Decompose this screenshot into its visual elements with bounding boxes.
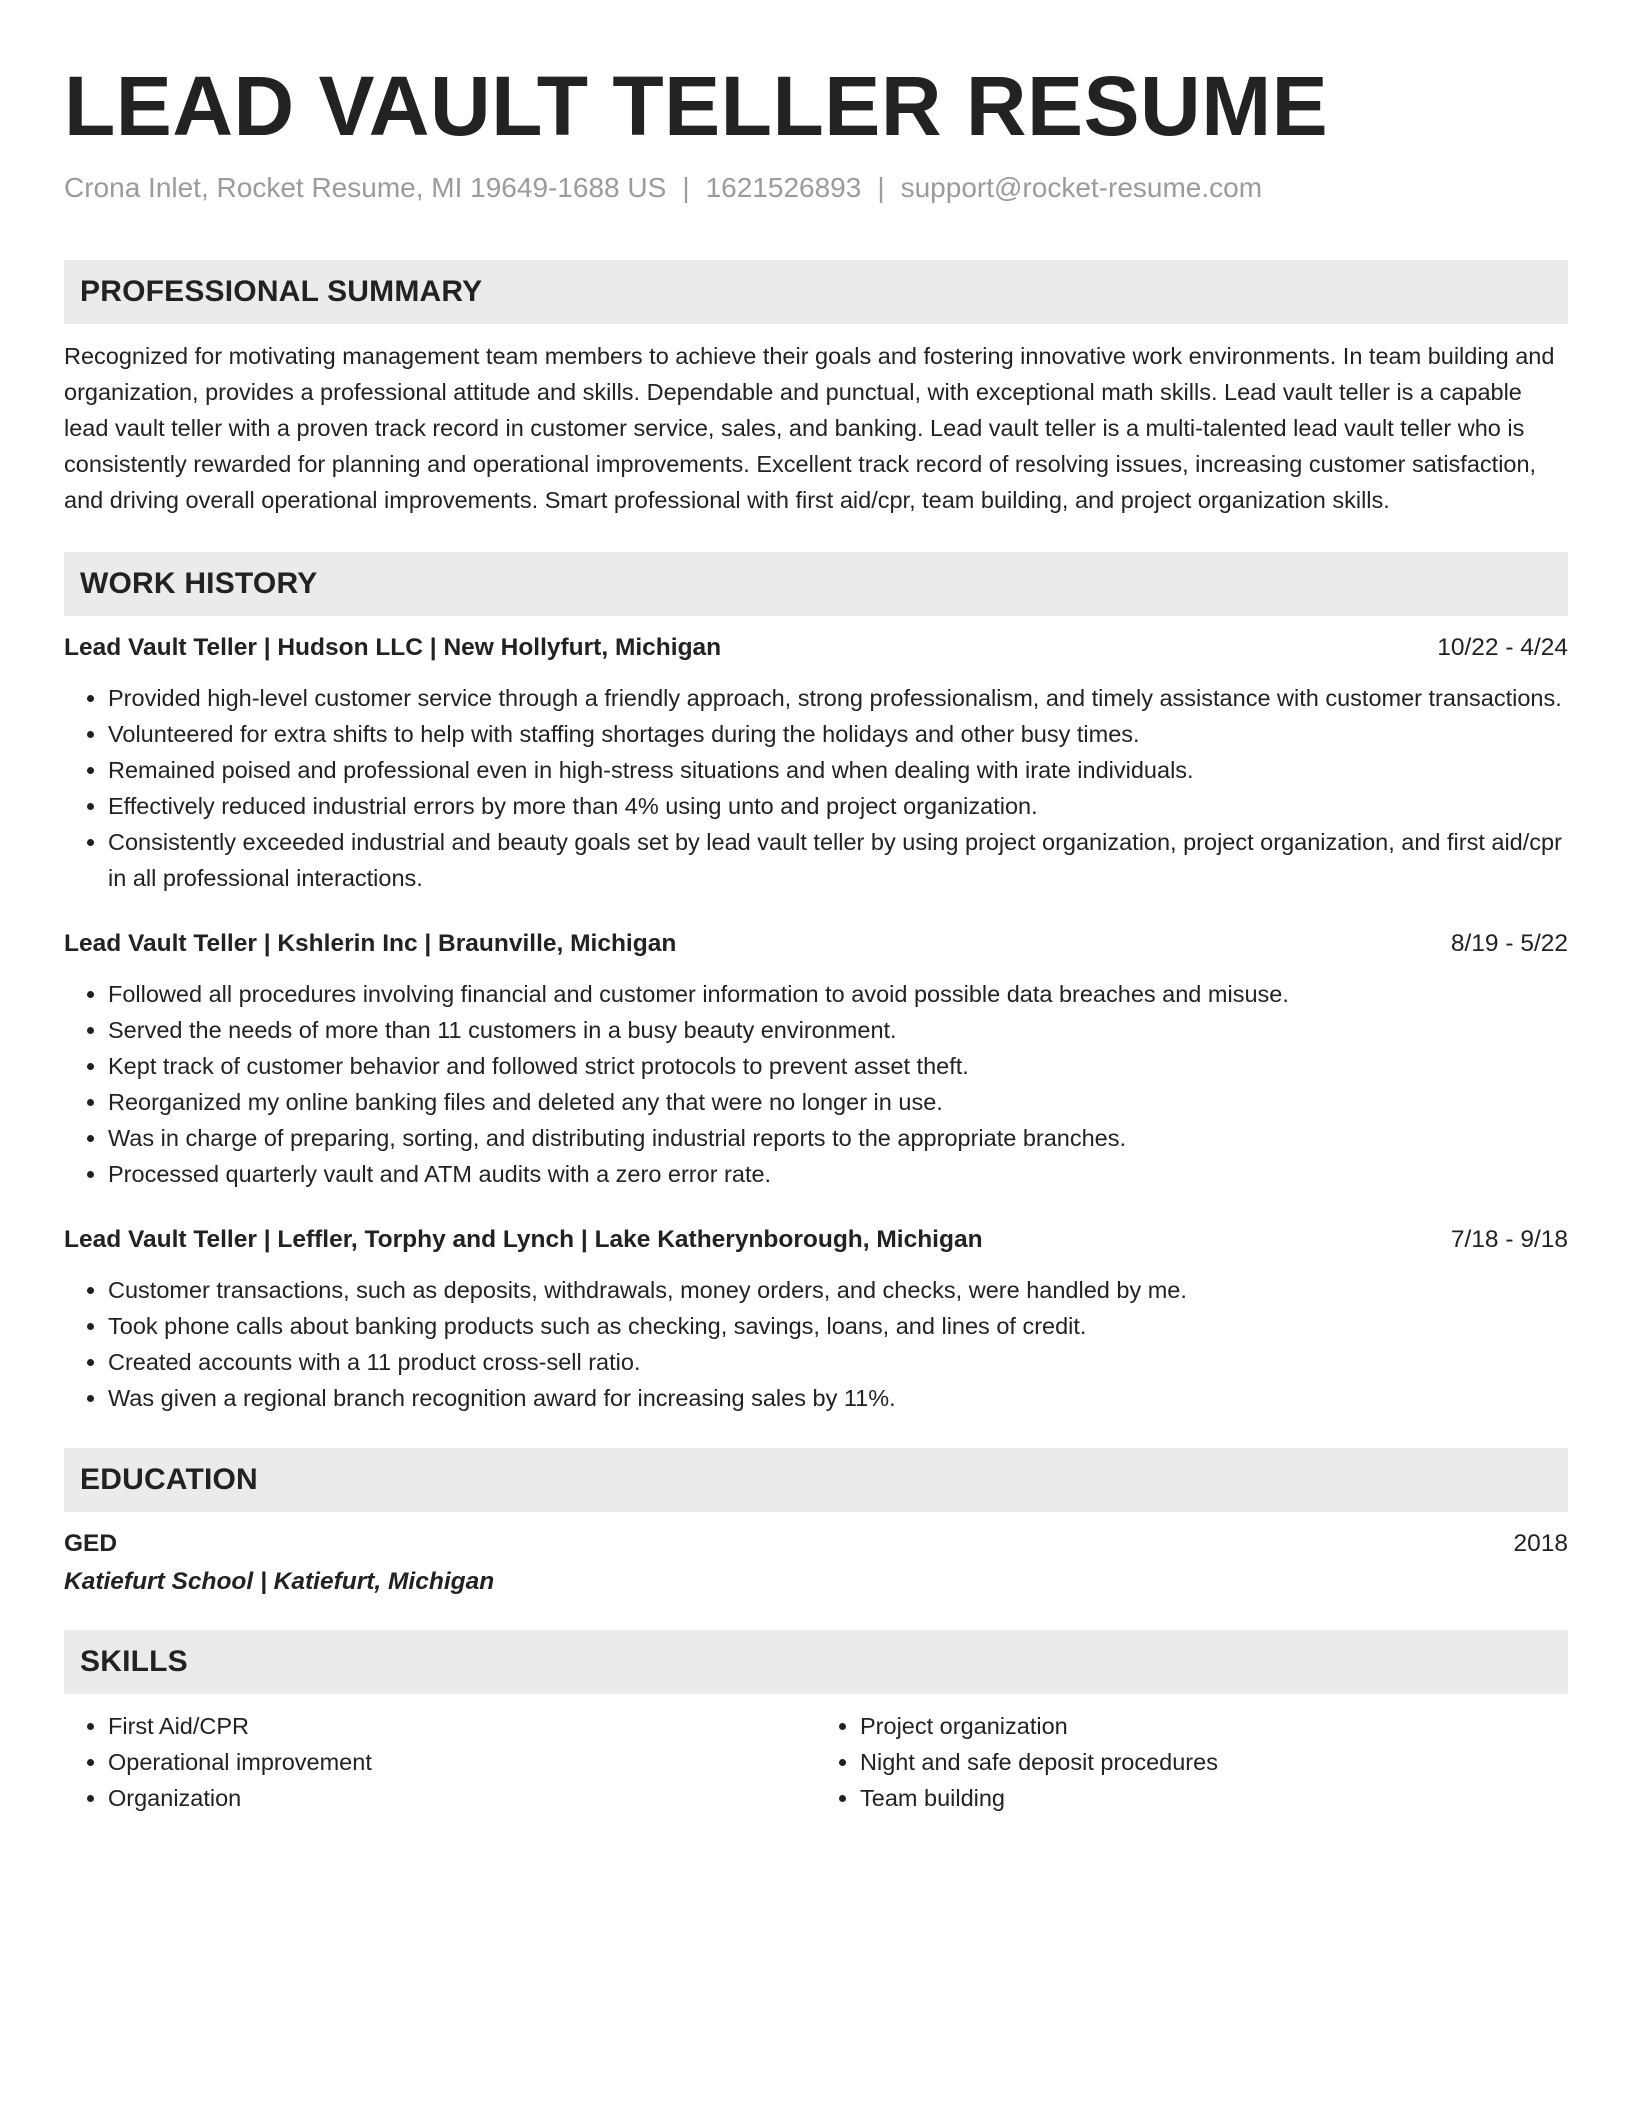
- list-item: • Operational improvement: [108, 1744, 816, 1780]
- skills-column-right: [816, 1708, 1568, 1816]
- contact-separator: |: [682, 172, 690, 203]
- education-entry: [64, 1526, 1568, 1602]
- job-dates: 10/22 - 4/24: [1437, 634, 1568, 661]
- education-degree: GED: [64, 1530, 118, 1557]
- list-item: • Team building: [860, 1780, 1568, 1816]
- section-title: SKILLS: [80, 1645, 188, 1678]
- summary-paragraph: Recognized for motivating management team members to achieve their goals and fostering innovative work environments. In team building and organization, provides a professional attitude and skills. Dependable and punctual, with exceptional math skills. Lead vault teller is a capable lead vault teller with a proven track record in customer service, sales, and banking. Lead vault teller is a multi-talented lead vault teller who is consistently rewarded for planning and operational improvements. Excellent track record of resolving issues, increasing customer satisfaction, and driving overall operational improvements. Smart professional with first aid/cpr, team building, and project organization skills.: [64, 343, 1555, 513]
- contact-phone: 1621526893: [705, 172, 862, 203]
- list-item: • Customer transactions, such as deposits, withdrawals, money orders, and checks, were handled by me.: [108, 1272, 1568, 1308]
- section-title: WORK HISTORY: [80, 567, 318, 600]
- job-dates: 7/18 - 9/18: [1450, 1226, 1568, 1253]
- list-item: • Processed quarterly vault and ATM audits with a zero error rate.: [108, 1156, 1568, 1192]
- skills-list: [64, 1708, 1568, 1816]
- list-item: • Volunteered for extra shifts to help with staffing shortages during the holidays and other busy times.: [108, 716, 1568, 752]
- job-bullets: [64, 680, 1568, 896]
- contact-email: support@rocket-resume.com: [900, 172, 1263, 203]
- resume-title: LEAD VAULT TELLER RESUME: [64, 59, 1329, 153]
- list-item: • Effectively reduced industrial errors by more than 4% using unto and project organization.: [108, 788, 1568, 824]
- education-school: Katiefurt School | Katiefurt, Michigan: [64, 1568, 495, 1595]
- list-item: • Reorganized my online banking files and deleted any that were no longer in use.: [108, 1084, 1568, 1120]
- job-bullets: [64, 1272, 1568, 1416]
- education-header: [64, 1526, 1568, 1562]
- list-item: • Provided high-level customer service through a friendly approach, strong professionalism, and timely assistance with customer transactions.: [108, 680, 1568, 716]
- contact-separator: |: [877, 172, 885, 203]
- job-entry: [64, 926, 1568, 1192]
- job-entry: [64, 630, 1568, 896]
- list-item: • Followed all procedures involving financial and customer information to avoid possible data breaches and misuse.: [108, 976, 1568, 1012]
- contact-address: Crona Inlet, Rocket Resume, MI 19649-1688 US: [64, 172, 667, 203]
- section-title: PROFESSIONAL SUMMARY: [80, 275, 483, 308]
- section-header-summary: [64, 260, 1568, 324]
- education-year: 2018: [1513, 1530, 1568, 1557]
- job-dates: 8/19 - 5/22: [1450, 930, 1568, 957]
- skills-column-left: [64, 1708, 816, 1816]
- job-header: [64, 926, 1568, 962]
- job-header: [64, 630, 1568, 666]
- section-header-education: [64, 1448, 1568, 1512]
- list-item: • Kept track of customer behavior and followed strict protocols to prevent asset theft.: [108, 1048, 1568, 1084]
- contact-line: [64, 168, 1568, 208]
- list-item: • Organization: [108, 1780, 816, 1816]
- list-item: • Was in charge of preparing, sorting, and distributing industrial reports to the appropriate branches.: [108, 1120, 1568, 1156]
- list-item: • Night and safe deposit procedures: [860, 1744, 1568, 1780]
- list-item: • Project organization: [860, 1708, 1568, 1744]
- list-item: • Was given a regional branch recognition award for increasing sales by 11%.: [108, 1380, 1568, 1416]
- job-title: Lead Vault Teller | Kshlerin Inc | Braunville, Michigan: [64, 930, 677, 957]
- job-title: Lead Vault Teller | Hudson LLC | New Hollyfurt, Michigan: [64, 634, 722, 661]
- list-item: • First Aid/CPR: [108, 1708, 816, 1744]
- job-header: [64, 1222, 1568, 1258]
- list-item: • Consistently exceeded industrial and beauty goals set by lead vault teller by using project organization, project organization, and first aid/cpr in all professional interactions.: [108, 824, 1568, 896]
- list-item: • Served the needs of more than 11 customers in a busy beauty environment.: [108, 1012, 1568, 1048]
- list-item: • Remained poised and professional even in high-stress situations and when dealing with irate individuals.: [108, 752, 1568, 788]
- job-title: Lead Vault Teller | Leffler, Torphy and Lynch | Lake Katherynborough, Michigan: [64, 1226, 983, 1253]
- section-header-work-history: [64, 552, 1568, 616]
- list-item: • Created accounts with a 11 product cross-sell ratio.: [108, 1344, 1568, 1380]
- job-entry: [64, 1222, 1568, 1416]
- section-title: EDUCATION: [80, 1463, 258, 1496]
- section-header-skills: [64, 1630, 1568, 1694]
- list-item: • Took phone calls about banking products such as checking, savings, loans, and lines of credit.: [108, 1308, 1568, 1344]
- job-bullets: [64, 976, 1568, 1192]
